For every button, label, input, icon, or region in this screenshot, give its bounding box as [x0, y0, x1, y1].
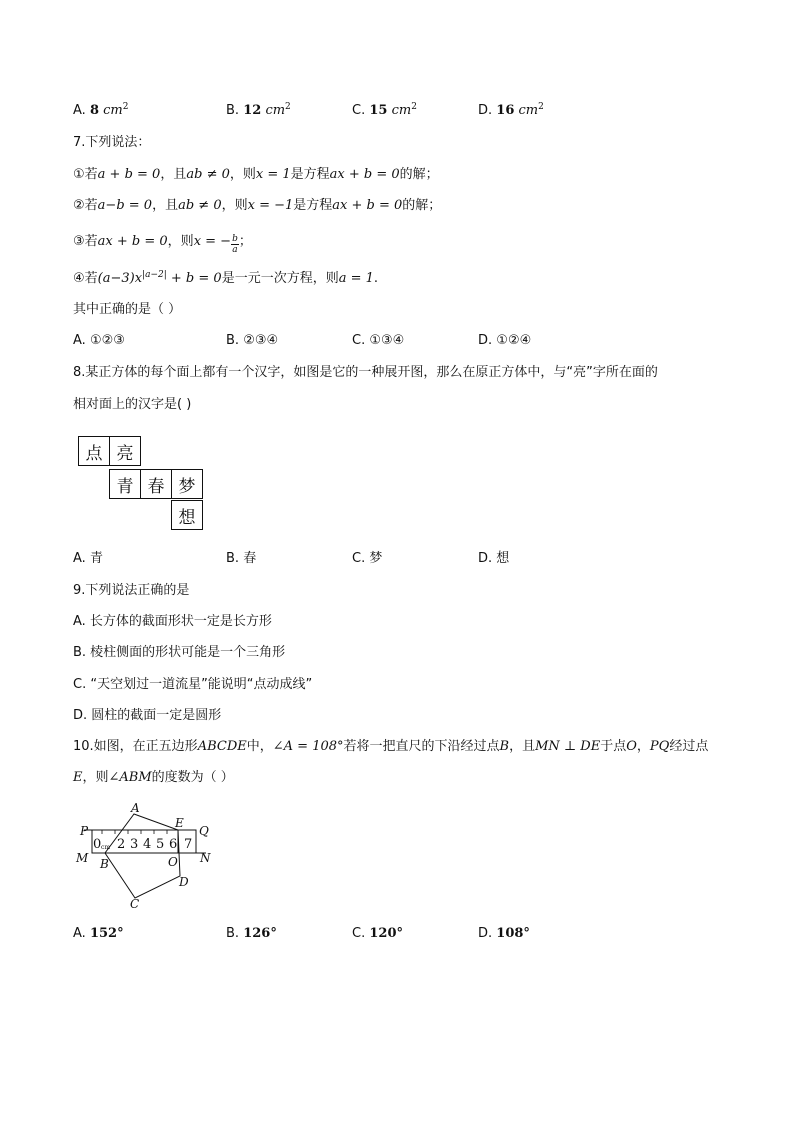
label-b: B: [100, 857, 109, 871]
ruler-ticks: [102, 830, 167, 834]
q6-option-d: D. 16 $cm^2$: [478, 102, 544, 118]
q9-option-d: D. 圆柱的截面一定是圆形: [73, 708, 222, 723]
q10-option-a: A. 152°: [73, 926, 124, 941]
fraction-b-over-a: $\frac{b}{a}$: [232, 234, 238, 255]
q10-text-line-2: E，则∠ABM的度数为（ ）: [73, 770, 234, 785]
q10-option-c: C. 120°: [352, 926, 403, 941]
tick-4: 4: [143, 837, 152, 852]
q9-option-b: B. 棱柱侧面的形状可能是一个三角形: [73, 645, 286, 660]
q10-option-d: D. 108°: [478, 926, 530, 941]
q6-option-b: B. 12 $cm^2$: [226, 102, 291, 118]
q9-option-c: C. “天空划过一道流星”能说明“点动成线”: [73, 677, 313, 692]
q10-option-b: B. 126°: [226, 926, 277, 941]
q8-text-line-1: 8.某正方体的每个面上都有一个汉字，如图是它的一种展开图，那么在原正方体中，与“亮”字所在面的: [73, 365, 658, 380]
cube-face-5: 梦: [171, 469, 203, 499]
label-a: A: [131, 801, 140, 815]
label-q: Q: [199, 824, 209, 838]
q7-statement-4: ④若$(a-3)x^{|a-2|} + b = 0$是一元一次方程，则a = 1.: [73, 270, 379, 286]
tick-7: 7: [184, 837, 193, 852]
tick-0: 0: [93, 837, 102, 852]
label-e: E: [175, 816, 184, 830]
q7-statement-2: ②若a−b = 0，且ab ≠ 0，则x = −1是方程ax + b = 0的解；: [73, 198, 442, 213]
q7-statement-1: ①若a + b = 0，且ab ≠ 0，则x = 1是方程ax + b = 0的解；: [73, 167, 439, 182]
q9-title: 9.下列说法正确的是: [73, 583, 190, 598]
label-d: D: [179, 875, 189, 889]
q6-option-a: A. 8 $cm^2$: [73, 102, 129, 118]
tick-2: 2: [117, 837, 126, 852]
label-n: N: [200, 851, 211, 865]
q7-prompt: 其中正确的是（ ）: [73, 302, 182, 317]
label-o: O: [168, 855, 178, 869]
q7-option-c: C. ①③④: [352, 333, 405, 348]
q7-option-d: D. ①②④: [478, 333, 532, 348]
ruler-numbers: [93, 837, 192, 852]
cube-face-3: 青: [109, 469, 141, 499]
cube-face-4: 春: [140, 469, 172, 499]
tick-6: 6: [169, 837, 178, 852]
label-m: M: [76, 851, 89, 865]
q7-title: 7.下列说法：: [73, 135, 151, 150]
q8-option-c: C. 梦: [352, 551, 383, 566]
q7-option-b: B. ②③④: [226, 333, 279, 348]
q7-statement-3: ③若ax + b = 0，则x = − $\frac{b}{a}$ ；: [73, 234, 252, 255]
q6-option-c: C. 15 $cm^2$: [352, 102, 417, 118]
q8-option-a: A. 青: [73, 551, 103, 566]
tick-5: 5: [156, 837, 165, 852]
q8-option-b: B. 春: [226, 551, 257, 566]
cube-face-2: 亮: [109, 436, 141, 466]
cube-face-6: 想: [171, 500, 203, 530]
pentagon-ruler-figure: [72, 800, 222, 910]
q7-option-a: A. ①②③: [73, 333, 125, 348]
q8-option-d: D. 想: [478, 551, 510, 566]
label-p: P: [80, 824, 89, 838]
q9-option-a: A. 长方体的截面形状一定是长方形: [73, 614, 272, 629]
tick-cm: cm: [101, 844, 111, 851]
label-c: C: [130, 897, 140, 910]
cube-face-1: 点: [78, 436, 110, 466]
tick-3: 3: [130, 837, 139, 852]
q8-text-line-2: 相对面上的汉字是( ): [73, 397, 192, 412]
q10-text-line-1: 10.如图，在正五边形ABCDE中，∠A = 108°若将一把直尺的下沿经过点B，且MN ⊥ DE于点O，PQ经过点: [73, 739, 709, 754]
